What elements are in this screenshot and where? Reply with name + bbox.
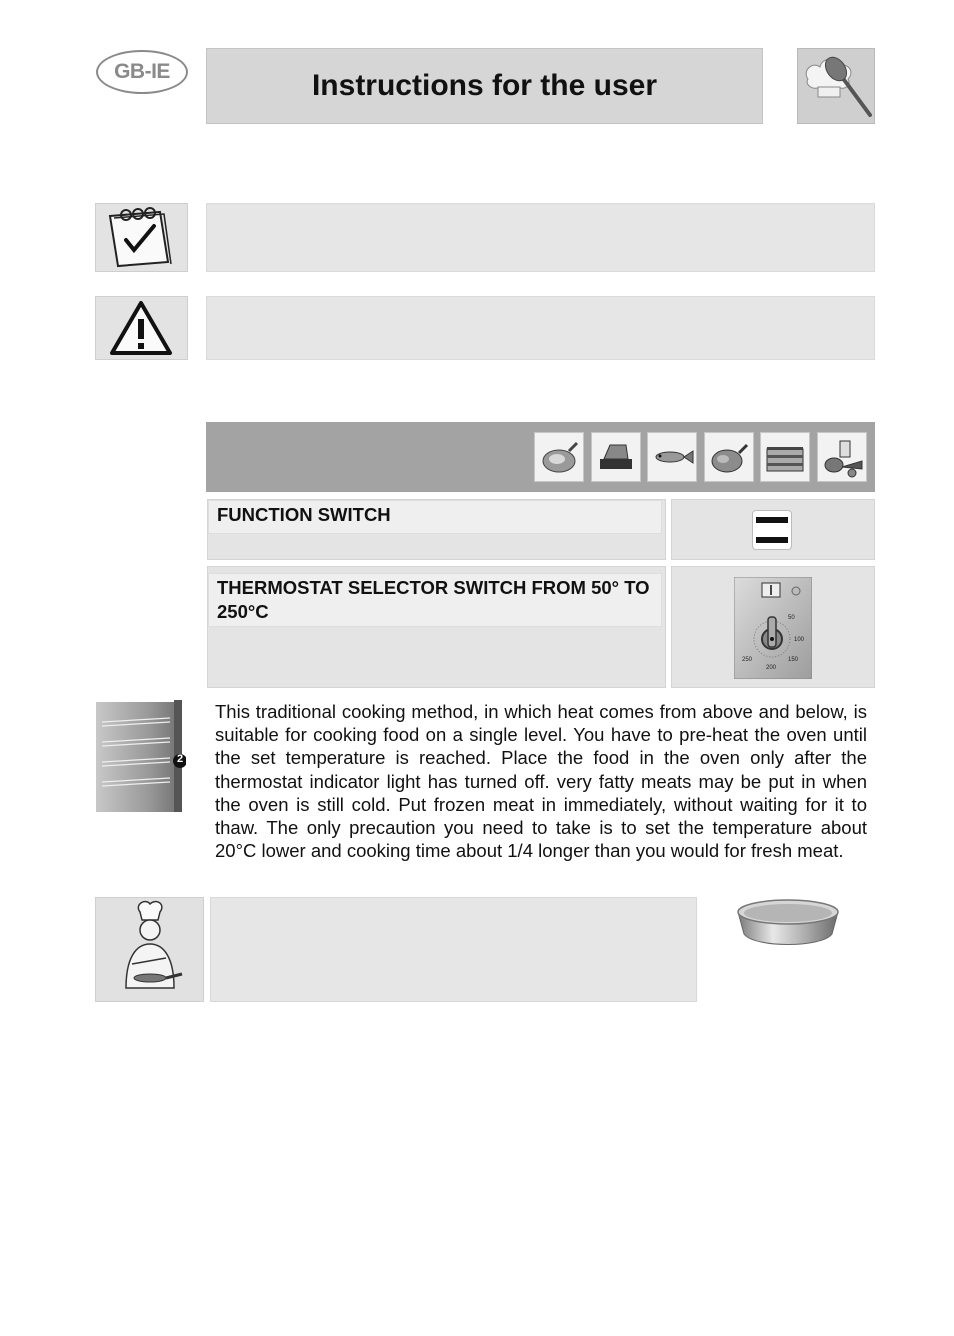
poultry-icon (704, 432, 754, 482)
bread-icon (591, 432, 641, 482)
vegetables-icon (817, 432, 867, 482)
warning-content-bar (206, 296, 875, 360)
function-switch-label: FUNCTION SWITCH (208, 500, 662, 534)
dial-mark: 50 (788, 615, 795, 621)
fish-icon (647, 432, 697, 482)
dial-mark: 100 (794, 637, 805, 643)
top-bottom-heat-icon (752, 510, 792, 550)
chef-cooking-icon (95, 897, 204, 1002)
dial-mark: 150 (788, 657, 799, 663)
thermostat-dial-icon (734, 577, 812, 679)
warning-triangle-icon (95, 296, 188, 360)
dial-mark: 250 (742, 657, 753, 663)
note-content-bar (206, 203, 875, 272)
cake-icon (760, 432, 810, 482)
oven-shelves-icon (96, 700, 186, 812)
thermostat-symbol-cell (671, 566, 875, 688)
dial-mark: 200 (766, 665, 777, 671)
notepad-check-icon (95, 203, 188, 272)
cake-pan-icon (734, 896, 842, 950)
language-badge: GB-IE (96, 50, 188, 94)
page-title: Instructions for the user (206, 48, 763, 124)
chef-hat-spoon-icon (797, 48, 875, 124)
tip-content-bar (210, 897, 697, 1002)
function-switch-symbol-cell (671, 499, 875, 560)
shelf-number: 2 (176, 753, 184, 765)
thermostat-label: THERMOSTAT SELECTOR SWITCH FROM 50° TO 250°C (208, 573, 662, 627)
function-switch-cell (207, 499, 666, 560)
roast-meat-icon (534, 432, 584, 482)
cooking-description: This traditional cooking method, in which heat comes from above and below, is suitable for cooking food on a single level. You have to pre-heat the oven until the set temperature is reached. Place the food in the oven only after the thermostat indicator light has turned off. very fatty meats may be put in when the oven is still cold. Put frozen meat in immediately, without waiting for it to thaw. The only precaution you need to take is to set the temperature about 20°C lower and cooking time about 1/4 longer than you would for fresh meat. (215, 701, 867, 862)
thermostat-cell (207, 566, 666, 688)
